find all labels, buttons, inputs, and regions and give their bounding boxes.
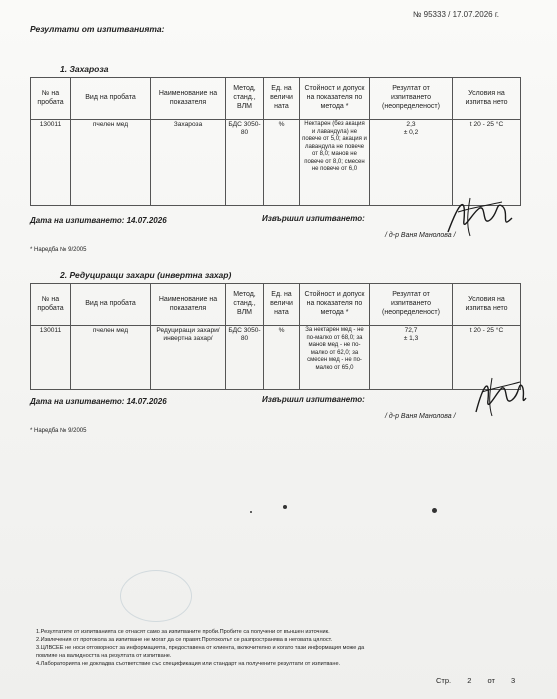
results-table-1 xyxy=(30,77,521,206)
signer-2: / д-р Ваня Манолова / xyxy=(385,413,456,420)
scan-speck xyxy=(250,511,252,513)
col-sample-type: Вид на пробата xyxy=(71,78,151,120)
cell-value-tolerance: За нектарен мед - не по-малко от 68,0; за манов мед - не по-малко от 62,0; за смесен мед - не по-малко от 65,0 xyxy=(300,326,370,390)
cell-sample-no: 130011 xyxy=(31,120,71,206)
col-indicator: Наименование на показателя xyxy=(151,284,226,326)
regulation-note-1: * Наредба № 9/2005 xyxy=(30,247,87,253)
footnotes xyxy=(36,628,506,669)
page-label: Стр. xyxy=(436,676,452,685)
regulation-note-2: * Наредба № 9/2005 xyxy=(30,428,87,434)
cell-method: БДС 3050-80 xyxy=(226,120,264,206)
col-value-tolerance: Стойност и допуск на показателя по метода * xyxy=(300,78,370,120)
table-header-row xyxy=(31,78,521,120)
cell-sample-no: 130011 xyxy=(31,326,71,390)
cell-conditions: t 20 - 25 °C xyxy=(453,120,521,206)
performed-by-2: Извършил изпитването: xyxy=(262,395,365,404)
footnote: 1.Резултатите от изпитванията се отнасят само за изпитваните проби.Пробите са получени от външен източник. xyxy=(36,629,330,635)
cell-indicator: Захароза xyxy=(151,120,226,206)
scan-speck xyxy=(432,508,437,513)
cell-unit: % xyxy=(264,120,300,206)
col-result: Резултат от изпитването (неопределеност) xyxy=(370,78,453,120)
scan-speck xyxy=(283,505,287,509)
page-number xyxy=(436,676,529,685)
document-number: № 95333 / 17.07.2026 г. xyxy=(412,10,499,19)
cell-value-tolerance: Нектарен (без акация и лавандула) не повече от 5,0; акация и лавандула не повече от 8,0; манов не повече от 8,0; смесен не повече от 6,0 xyxy=(300,120,370,206)
result-value: 72,7 xyxy=(404,327,418,334)
section-1-title: 1. Захароза xyxy=(60,64,109,74)
footnote: 4.Лабораторията не докладва съответствие със спецификация или стандарт на получените резултати от изпитване. xyxy=(36,661,341,668)
table-row xyxy=(31,326,521,390)
footnote: 2.Извлечения от протокола за изпитване не могат да се правят.Протоколът се разпространява в неговата цялост. xyxy=(36,637,333,644)
performed-by-1: Извършил изпитването: xyxy=(262,214,365,223)
result-uncertainty: ± 0,2 xyxy=(403,129,419,137)
cell-sample-type: пчелен мед xyxy=(71,120,151,206)
result-value: 2,3 xyxy=(406,121,416,128)
col-unit: Ед. на величи ната xyxy=(264,284,300,326)
col-conditions: Условия на изпитва нето xyxy=(453,78,521,120)
cell-conditions: t 20 - 25 °C xyxy=(453,326,521,390)
page-of: от xyxy=(487,676,495,685)
cell-method: БДС 3050-80 xyxy=(226,326,264,390)
col-method: Метод, станд., ВЛМ xyxy=(226,284,264,326)
test-date-2: Дата на изпитването: 14.07.2026 xyxy=(30,397,167,406)
col-indicator: Наименование на показателя xyxy=(151,78,226,120)
cell-unit: % xyxy=(264,326,300,390)
cell-result xyxy=(370,326,453,390)
footnote: повлияе на валидността на резултата от изпитване. xyxy=(36,653,172,660)
cell-sample-type: пчелен мед xyxy=(71,326,151,390)
col-sample-type: Вид на пробата xyxy=(71,284,151,326)
page-current: 2 xyxy=(467,676,472,685)
cell-indicator: Редуциращи захари/инвертна захар/ xyxy=(151,326,226,390)
col-sample-no: № на пробата xyxy=(31,284,71,326)
col-unit: Ед. на величи ната xyxy=(264,78,300,120)
col-method: Метод, станд., ВЛМ xyxy=(226,78,264,120)
col-value-tolerance: Стойност и допуск на показателя по метода * xyxy=(300,284,370,326)
footnote: 3.ЦЛВСЕЕ не носи отговорност за информацията, предоставена от клиента, включително и когато тази информация може да xyxy=(36,645,365,652)
faint-stamp xyxy=(120,570,192,622)
signature-1 xyxy=(440,190,520,242)
test-date-1: Дата на изпитването: 14.07.2026 xyxy=(30,216,167,225)
table-header-row xyxy=(31,284,521,326)
signer-1: / д-р Ваня Манолова / xyxy=(385,232,456,239)
col-result: Резултат от изпитването (неопределеност) xyxy=(370,284,453,326)
results-table-2 xyxy=(30,283,521,390)
page-total: 3 xyxy=(511,676,516,685)
col-sample-no: № на пробата xyxy=(31,78,71,120)
result-uncertainty: ± 1,3 xyxy=(403,335,419,343)
col-conditions: Условия на изпитва нето xyxy=(453,284,521,326)
results-title: Резултати от изпитванията: xyxy=(30,24,165,34)
signature-2 xyxy=(470,372,530,422)
section-2-title: 2. Редуциращи захари (инвертна захар) xyxy=(60,270,232,280)
